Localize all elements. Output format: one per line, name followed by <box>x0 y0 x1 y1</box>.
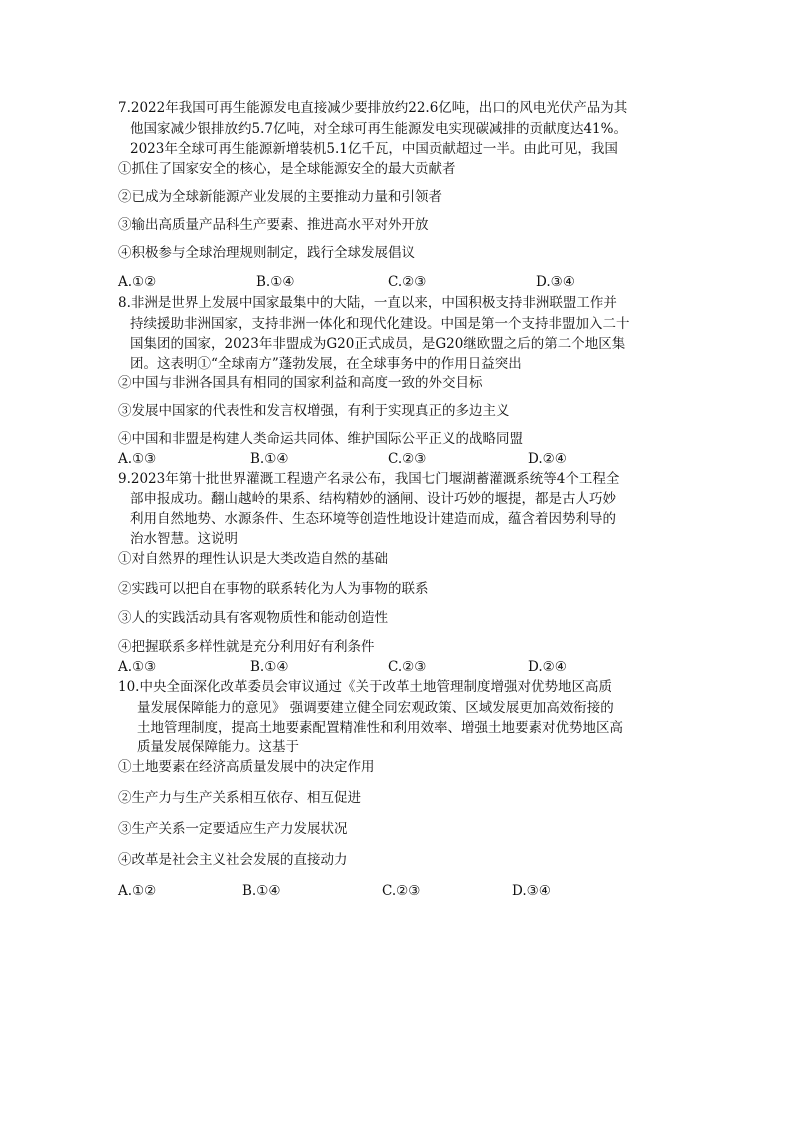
choice-a: A.①③ <box>118 659 157 675</box>
choice-c: C.②③ <box>388 659 427 675</box>
option-statement: ②实践可以把自在事物的联系转化为人为事物的联系 <box>118 581 429 597</box>
choice-b: B.①④ <box>250 659 289 675</box>
question-stem-line: 2023年全球可再生能源新增装机5.1亿千瓦，中国贡献超过一半。由此可见，我国 <box>130 141 618 157</box>
option-statement: ①对自然界的理性认识是大类改造自然的基础 <box>118 551 388 567</box>
question-stem-line: 7.2022年我国可再生能源发电直接减少要排放约22.6亿吨，出口的风电光伏产品为其 <box>118 100 628 116</box>
question-stem-line: 团。这表明①“全球南方”蓬勃发展，在全球事务中的作用日益突出 <box>130 356 522 372</box>
option-statement: ②中国与非洲各国具有相同的国家利益和高度一致的外交目标 <box>118 375 483 391</box>
choice-d: D.②④ <box>528 451 567 467</box>
question-stem-line: 量发展保障能力的意见》 强调要建立健全同宏观政策、区域发展更加高效衔接的 <box>137 700 614 716</box>
choice-a: A.①③ <box>118 451 157 467</box>
option-statement: ②已成为全球新能源产业发展的主要推动力量和引领者 <box>118 189 442 205</box>
option-statement: ④积极参与全球治理规则制定，践行全球发展倡议 <box>118 245 415 261</box>
question-stem-line: 利用自然地势、水源条件、生态环境等创造性地设计建造而成，蕴含着因势利导的 <box>130 511 616 527</box>
question-stem-line: 质量发展保障能力。这基于 <box>137 739 299 755</box>
question-stem-line: 部申报成功。翻山越岭的果系、结构精妙的涵闸、设计巧妙的堰提，都是古人巧妙 <box>130 491 616 507</box>
option-statement: ③输出高质量产品科生产要素、推进高水平对外开放 <box>118 217 429 233</box>
question-stem-line: 持续援助非洲国家，支持非洲一体化和现代化建设。中国是第一个支持非盟加入二十 <box>130 316 630 332</box>
option-statement: ③发展中国家的代表性和发言权增强，有利于实现真正的多边主义 <box>118 403 510 419</box>
option-statement: ④中国和非盟是构建人类命运共同体、维护国际公平正义的战略同盟 <box>118 431 523 447</box>
choice-b: B.①④ <box>256 274 295 290</box>
option-statement: ③生产关系一定要适应生产力发展状况 <box>118 821 348 837</box>
option-statement: ①土地要素在经济高质量发展中的决定作用 <box>118 759 375 775</box>
choice-d: D.②④ <box>528 659 567 675</box>
option-statement: ③人的实践活动具有客观物质性和能动创造性 <box>118 610 388 626</box>
choice-d: D.③④ <box>512 883 551 899</box>
question-stem-line: 治水智慧。这说明 <box>130 531 238 547</box>
choice-a: A.①② <box>118 274 157 290</box>
choice-b: B.①④ <box>242 883 281 899</box>
choice-a: A.①② <box>118 883 157 899</box>
option-statement: ④把握联系多样性就是充分利用好有利条件 <box>118 639 375 655</box>
choice-c: C.②③ <box>388 451 427 467</box>
choice-c: C.②③ <box>388 274 427 290</box>
question-stem-line: 土地管理制度，提高土地要素配置精准性和利用效率、增强土地要素对优势地区高 <box>137 720 623 736</box>
choice-b: B.①④ <box>250 451 289 467</box>
option-statement: ②生产力与生产关系相互依存、相互促进 <box>118 790 361 806</box>
question-stem-line: 9.2023年第十批世界灌溉工程遗产名录公布，我国七门堰湖蓄灌溉系统等4个工程全 <box>118 471 620 487</box>
choice-d: D.③④ <box>536 274 575 290</box>
question-stem-line: 8.非洲是世界上发展中国家最集中的大陆，一直以来，中国积极支持非洲联盟工作并 <box>118 295 617 311</box>
question-stem-line: 10.中央全面深化改革委员会审议通过《关于改革土地管理制度增强对优势地区高质 <box>118 679 612 695</box>
choice-c: C.②③ <box>382 883 421 899</box>
question-stem-line: 他国家减少银排放约5.7亿吨，对全球可再生能源发电实现碳减排的贡献度达41%。 <box>130 121 627 137</box>
option-statement: ④改革是社会主义社会发展的直接动力 <box>118 852 348 868</box>
question-stem-line: 国集团的国家，2023年非盟成为G20正式成员，是G20继欧盟之后的第二个地区集 <box>130 336 626 352</box>
option-statement: ①抓住了国家安全的核心，是全球能源安全的最大贡献者 <box>118 161 456 177</box>
